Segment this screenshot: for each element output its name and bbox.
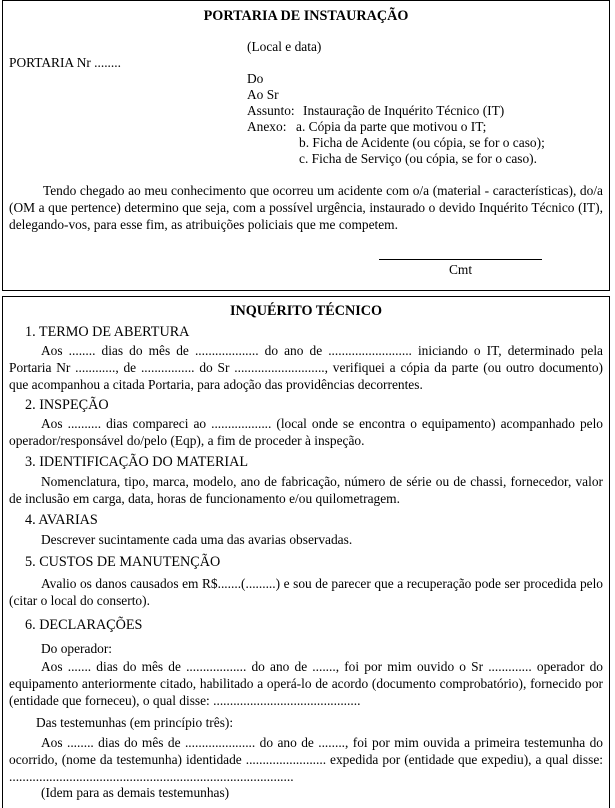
- signature-label: Cmt: [449, 262, 473, 277]
- assunto-value: Instauração de Inquérito Técnico (IT): [303, 103, 505, 118]
- operador-text: Aos ....... dias do mês de .................. do ano de ......., foi por mim ouvido o Sr ............. operador do equipamento anteriormente citado, habilitado a operá-lo de acordo (documento comprobatório), fornecido por (entidade que forneceu), o qual disse: ............................................: [9, 659, 603, 708]
- from-line: Do: [247, 71, 264, 86]
- idem-note: (Idem para as demais testemunhas): [41, 785, 230, 800]
- section-text: Aos ........ dias do mês de ................... do ano de ......................... iniciando o IT, determinado pela Portaria Nr ............, de ................ do Sr ..........................., verifiquei a cópia da parte (ou outro documento) que acompanhou a citada Portaria, para adoção das providências decorrentes.: [9, 343, 603, 392]
- testemunhas-label: Das testemunhas (em princípio três):: [36, 715, 234, 730]
- section-heading: 3. IDENTIFICAÇÃO DO MATERIAL: [25, 454, 249, 470]
- signature-line: [379, 259, 542, 260]
- section-heading: 6. DECLARAÇÕES: [25, 617, 143, 633]
- inquerito-title: INQUÉRITO TÉCNICO: [229, 303, 383, 319]
- portaria-number: PORTARIA Nr ........: [9, 55, 121, 70]
- anexo-item: b. Ficha de Acidente (ou cópia, se for o caso);: [299, 135, 545, 150]
- section-text: Aos .......... dias compareci ao .................. (local onde se encontra o equipamento) acompanhado pelo operador/responsável do/pelo (Eqp), a fim de proceder à inspeção.: [9, 416, 603, 448]
- anexo-item: a. Cópia da parte que motivou o IT;: [296, 119, 487, 134]
- portaria-paragraph: Tendo chegado ao meu conhecimento que ocorreu um acidente com o/a (material - características), do/a (OM a que pertence) determino que seja, com a possível urgência, instaurado o devido Inquérito Técnico (IT), delegando-vos, para esse fim, as atribuições policiais que me competem.: [9, 183, 603, 232]
- inquerito-box: [2, 296, 610, 808]
- to-line: Ao Sr: [247, 87, 279, 102]
- portaria-box: [2, 0, 610, 291]
- local-data: (Local e data): [247, 39, 322, 54]
- operador-label: Do operador:: [41, 641, 113, 656]
- anexo-item: c. Ficha de Serviço (ou cópia, se for o caso).: [299, 151, 537, 166]
- section-text: Avalio os danos causados em R$.......(.........) e sou de parecer que a recuperação pode ser procedida pelo (citar o local do conserto).: [9, 576, 603, 608]
- section-heading: 5. CUSTOS DE MANUTENÇÃO: [25, 554, 221, 570]
- testemunhas-text: Aos ........ dias do mês de ..................... do ano de ........, foi por mim ouvida a primeira testemunha do ocorrido, (nome da testemunha) identidade ........................ expedida por (entidade que expediu), a qual disse: .....................................................................................: [9, 735, 603, 784]
- portaria-title: PORTARIA DE INSTAURAÇÃO: [203, 8, 409, 24]
- anexo-label: Anexo:: [247, 119, 287, 134]
- section-heading: 4. AVARIAS: [25, 512, 98, 528]
- section-heading: 2. INSPEÇÃO: [25, 397, 109, 413]
- section-text: Descrever sucintamente cada uma das avarias observadas.: [41, 532, 353, 547]
- assunto-label: Assunto:: [247, 103, 295, 118]
- section-heading: 1. TERMO DE ABERTURA: [25, 324, 190, 340]
- section-text: Nomenclatura, tipo, marca, modelo, ano de fabricação, número de série ou de chassi, fornecedor, valor de inclusão em carga, data, horas de funcionamento e/ou quilometragem.: [9, 474, 603, 506]
